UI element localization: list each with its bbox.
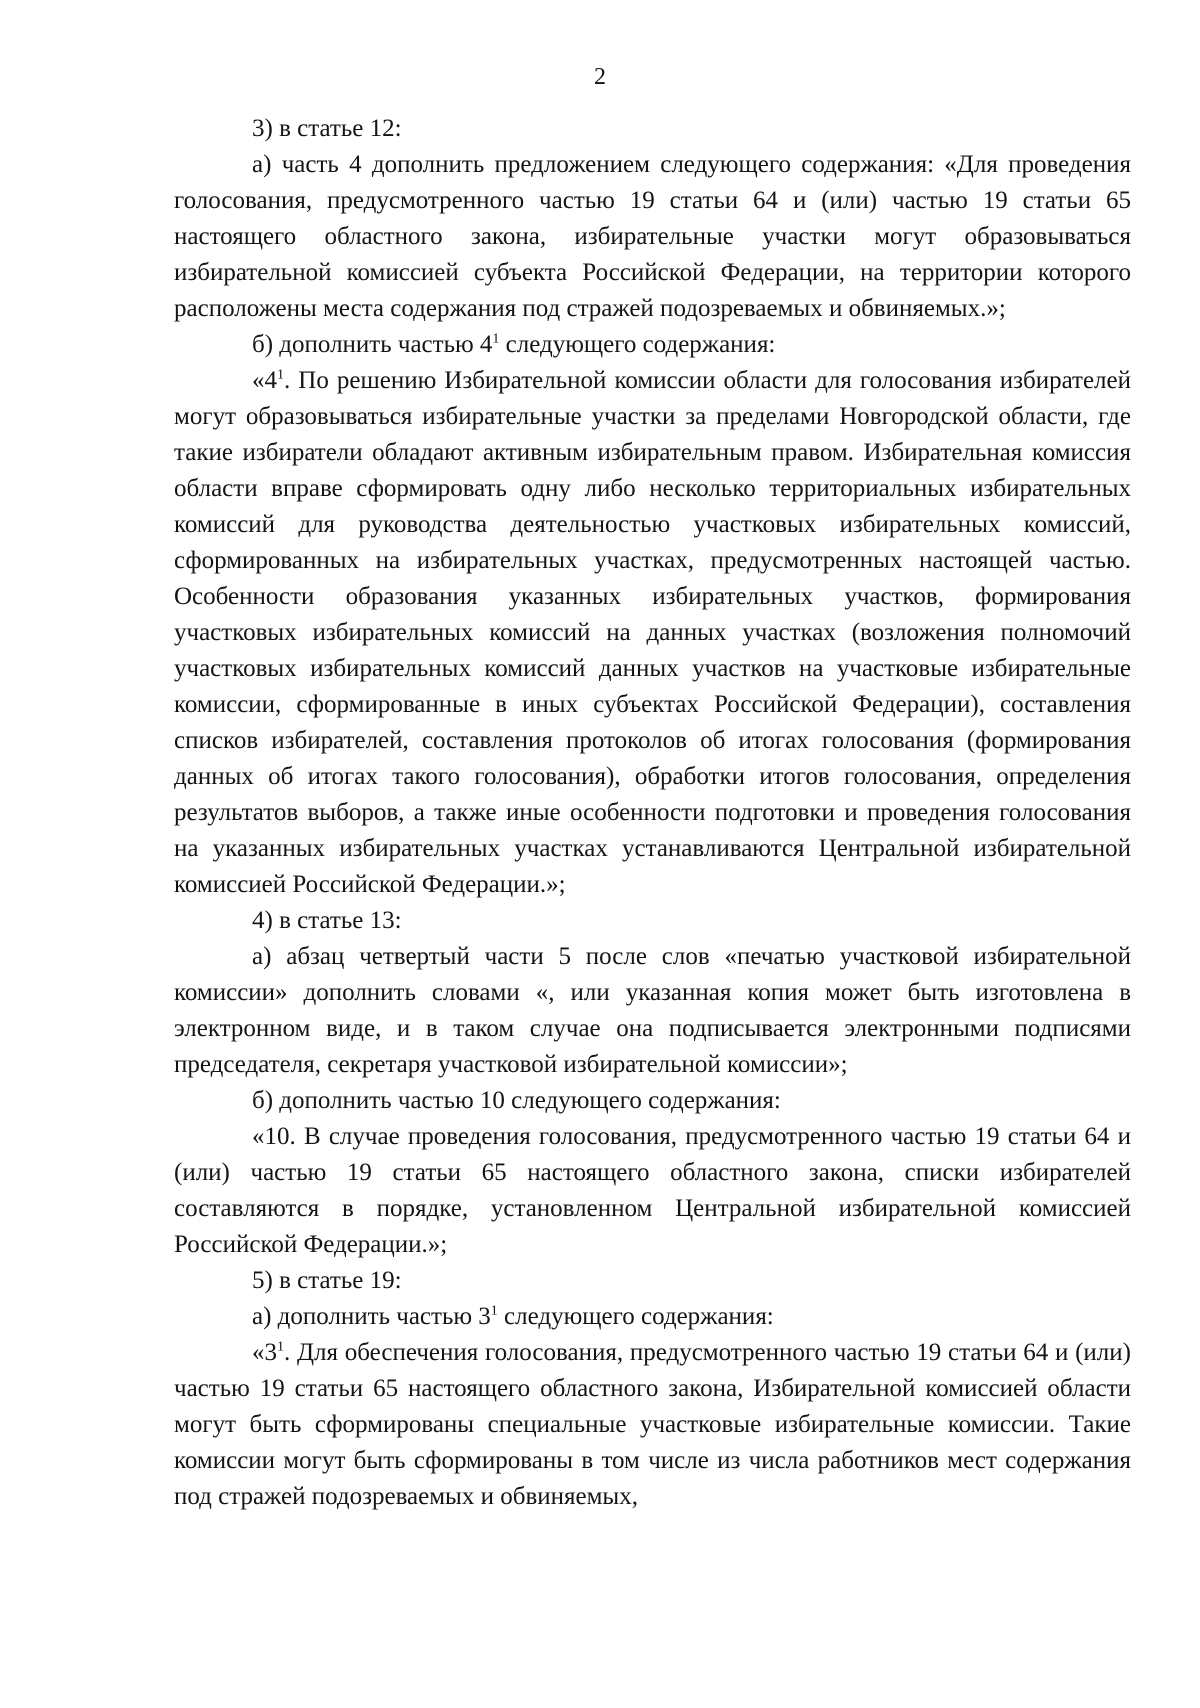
page-number: 2 bbox=[594, 64, 606, 90]
paragraph-19-a-pre: а) дополнить частью 3 bbox=[252, 1303, 491, 1330]
paragraph-12-b bbox=[174, 327, 1131, 363]
paragraph-12-b-pre: б) дополнить частью 4 bbox=[252, 331, 493, 358]
paragraph-12-4-1-post: . По решению Избирательной комиссии области для голосования избирателей могут образовываться избирательные участки за пределами Новгородской области, где такие избиратели обладают активным избирательным правом. Избирательная комиссия области вправе сформировать одну либо несколько территориальных избирательных комиссий для руководства деятельностью участковых избирательных комиссий, сформированных на избирательных участках, предусмотренных настоящей частью. Особенности образования указанных избирательных участков, формирования участковых избирательных комиссий на данных участках (возложения полномочий участковых избирательных комиссий данных участков на участковые избирательные комиссии, сформированные в иных субъектах Российской Федерации), составления списков избирателей, составления протоколов об итогах голосования (формирования данных об итогах такого голосования), обработки итогов голосования, определения результатов выборов, а также иные особенности подготовки и проведения голосования на указанных избирательных участках устанавливаются Центральной избирательной комиссией Российской Федерации.»; bbox=[174, 367, 1131, 898]
paragraph-article-13: 4) в статье 13: bbox=[252, 907, 402, 934]
superscript: 1 bbox=[277, 1339, 284, 1355]
paragraph-19-a-post: следующего содержания: bbox=[497, 1303, 774, 1330]
paragraph-19-3-1-pre: «3 bbox=[252, 1339, 277, 1366]
paragraph-19-3-1 bbox=[174, 1335, 1131, 1515]
paragraph-article-19: 5) в статье 19: bbox=[252, 1267, 402, 1294]
paragraph-12-a: а) часть 4 дополнить предложением следующего содержания: «Для проведения голосования, предусмотренного частью 19 статьи 64 и (или) частью 19 статьи 65 настоящего областного закона, избирательные участки могут образовываться избирательной комиссией субъекта Российской Федерации, на территории которого расположены места содержания под стражей подозреваемых и обвиняемых.»; bbox=[174, 151, 1131, 322]
paragraph-12-4-1 bbox=[174, 363, 1131, 903]
paragraph-article-12: 3) в статье 12: bbox=[252, 115, 402, 142]
superscript: 1 bbox=[277, 367, 284, 383]
paragraph-13-a: а) абзац четвертый части 5 после слов «печатью участковой избирательной комиссии» дополнить словами «, или указанная копия может быть изготовлена в электронном виде, и в таком случае она подписывается электронными подписями председателя, секретаря участковой избирательной комиссии»; bbox=[174, 943, 1131, 1078]
paragraph-19-3-1-post: . Для обеспечения голосования, предусмотренного частью 19 статьи 64 и (или) частью 19 статьи 65 настоящего областного закона, Избирательной комиссией области могут быть сформированы специальные участковые избирательные комиссии. Такие комиссии могут быть сформированы в том числе из числа работников мест содержания под стражей подозреваемых и обвиняемых, bbox=[174, 1339, 1131, 1510]
paragraph-19-a bbox=[174, 1299, 1131, 1335]
paragraph-13-b: б) дополнить частью 10 следующего содержания: bbox=[252, 1087, 781, 1114]
superscript: 1 bbox=[492, 331, 500, 347]
paragraph-12-4-1-pre: «4 bbox=[252, 367, 277, 394]
document-body bbox=[174, 111, 1131, 1515]
paragraph-13-10: «10. В случае проведения голосования, предусмотренного частью 19 статьи 64 и (или) частью 19 статьи 65 настоящего областного закона, списки избирателей составляются в порядке, установленном Центральной избирательной комиссией Российской Федерации.»; bbox=[174, 1123, 1131, 1258]
superscript: 1 bbox=[490, 1303, 498, 1319]
paragraph-12-b-post: следующего содержания: bbox=[499, 331, 776, 358]
